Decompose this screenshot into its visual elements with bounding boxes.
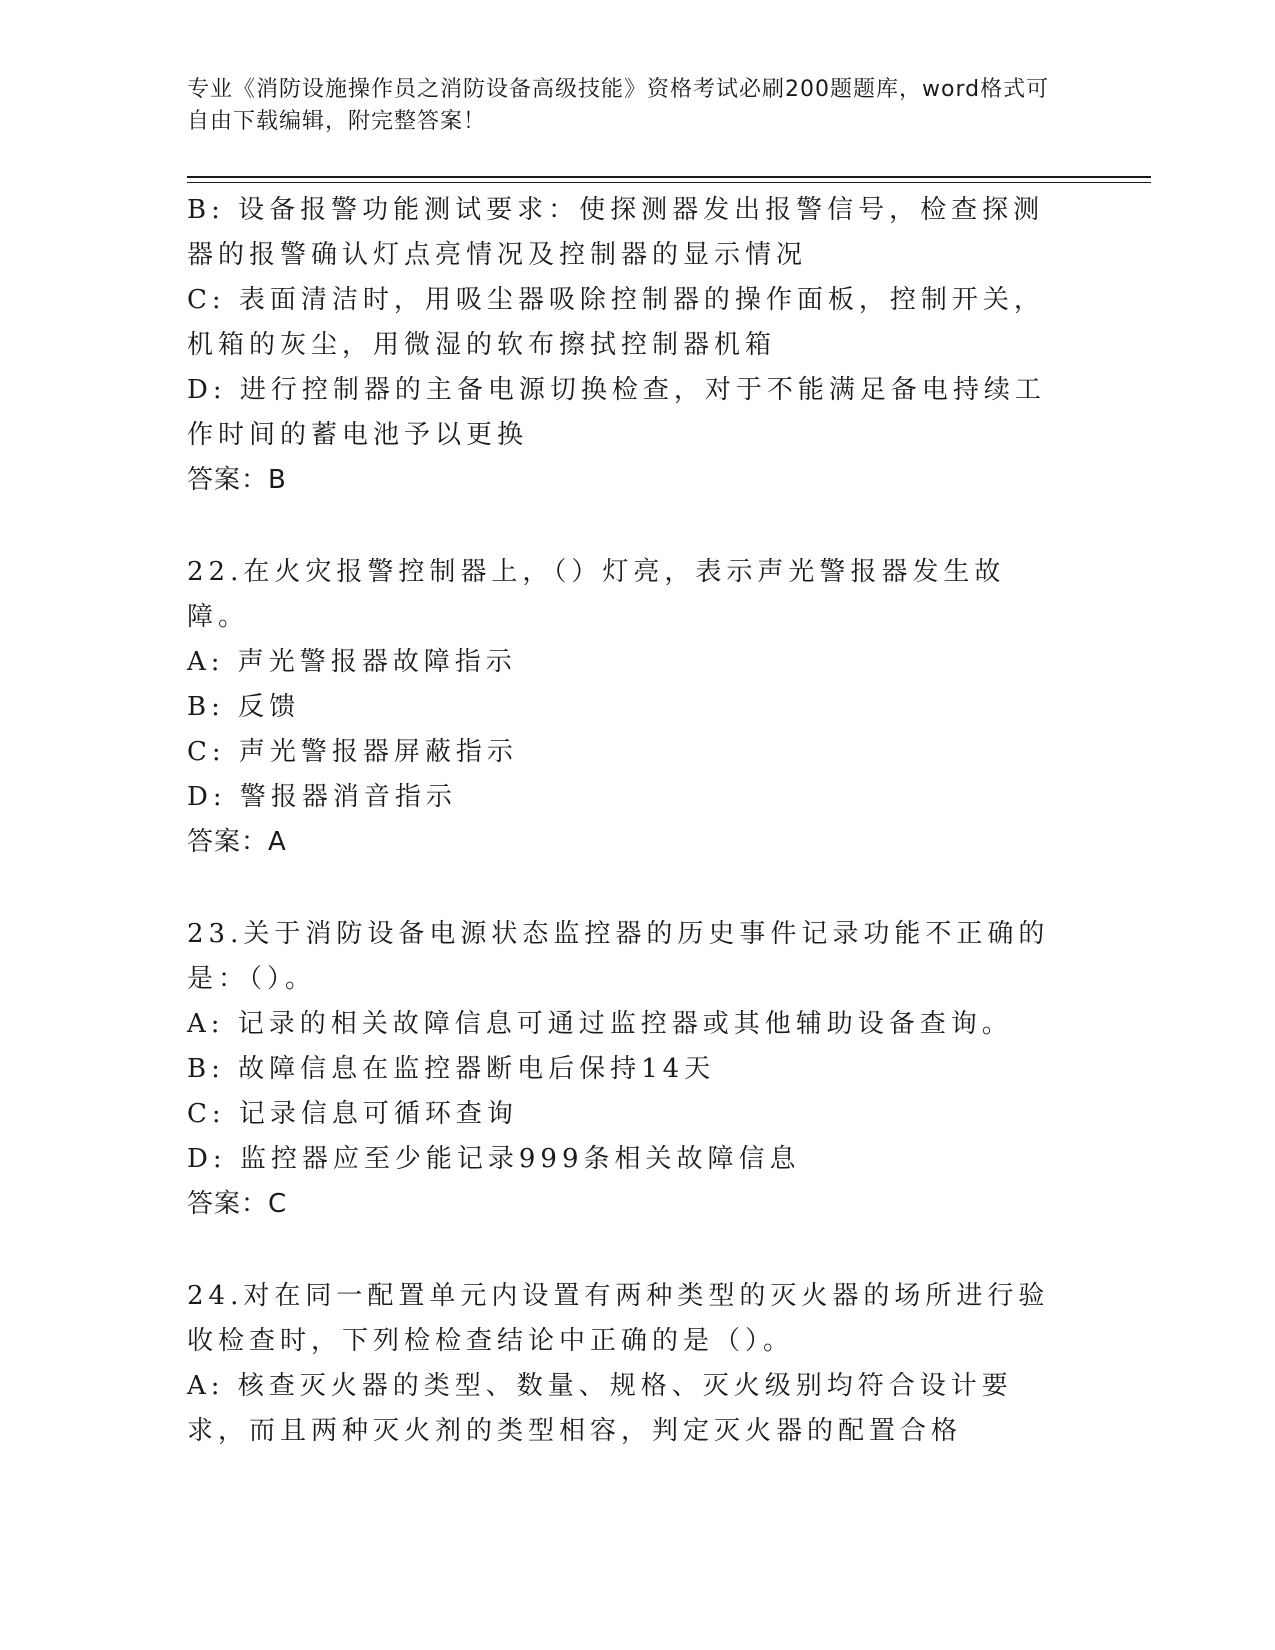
question-24 xyxy=(187,1274,1067,1454)
question-stem: 23.关于消防设备电源状态监控器的历史事件记录功能不正确的是：（）。 xyxy=(187,919,1050,994)
spacer xyxy=(187,865,1067,912)
header-rule-thick xyxy=(187,176,1151,178)
document-body xyxy=(187,188,1067,1454)
option-a: A: 声光警报器故障指示 xyxy=(187,647,517,677)
option-b: B: 反馈 xyxy=(187,692,301,722)
question-21-tail xyxy=(187,188,1067,503)
option-a: A: 核查灭火器的类型、数量、规格、灭火级别均符合设计要求，而且两种灭火剂的类型相容，判定灭火器的配置合格 xyxy=(187,1371,1013,1446)
spacer xyxy=(187,503,1067,550)
answer: 答案：A xyxy=(187,827,287,857)
option-c: C: 表面清洁时，用吸尘器吸除控制器的操作面板，控制开关，机箱的灰尘，用微湿的软布擦拭控制器机箱 xyxy=(187,285,1045,360)
document-header: 专业《消防设施操作员之消防设备高级技能》资格考试必刷200题题库，word格式可自由下载编辑，附完整答案！ xyxy=(187,77,1050,134)
answer: 答案：C xyxy=(187,1189,288,1219)
option-d: D: 监控器应至少能记录999条相关故障信息 xyxy=(187,1144,801,1174)
question-23 xyxy=(187,912,1067,1227)
option-b: B: 故障信息在监控器断电后保持14天 xyxy=(187,1054,716,1084)
spacer xyxy=(187,1227,1067,1274)
option-c: C: 记录信息可循环查询 xyxy=(187,1099,518,1129)
answer: 答案：B xyxy=(187,465,287,495)
question-stem: 24.对在同一配置单元内设置有两种类型的灭火器的场所进行验收检查时，下列检检查结论中正确的是（）。 xyxy=(187,1281,1050,1356)
header-rule-thin xyxy=(187,182,1151,183)
question-stem: 22.在火灾报警控制器上，（）灯亮，表示声光警报器发生故障。 xyxy=(187,557,1006,632)
option-a: A: 记录的相关故障信息可通过监控器或其他辅助设备查询。 xyxy=(187,1009,1013,1039)
option-d: D: 进行控制器的主备电源切换检查，对于不能满足备电持续工作时间的蓄电池予以更换 xyxy=(187,375,1046,450)
option-b: B: 设备报警功能测试要求：使探测器发出报警信号，检查探测器的报警确认灯点亮情况及控制器的显示情况 xyxy=(187,195,1045,270)
question-22 xyxy=(187,550,1067,865)
option-d: D: 警报器消音指示 xyxy=(187,782,457,812)
option-c: C: 声光警报器屏蔽指示 xyxy=(187,737,518,767)
